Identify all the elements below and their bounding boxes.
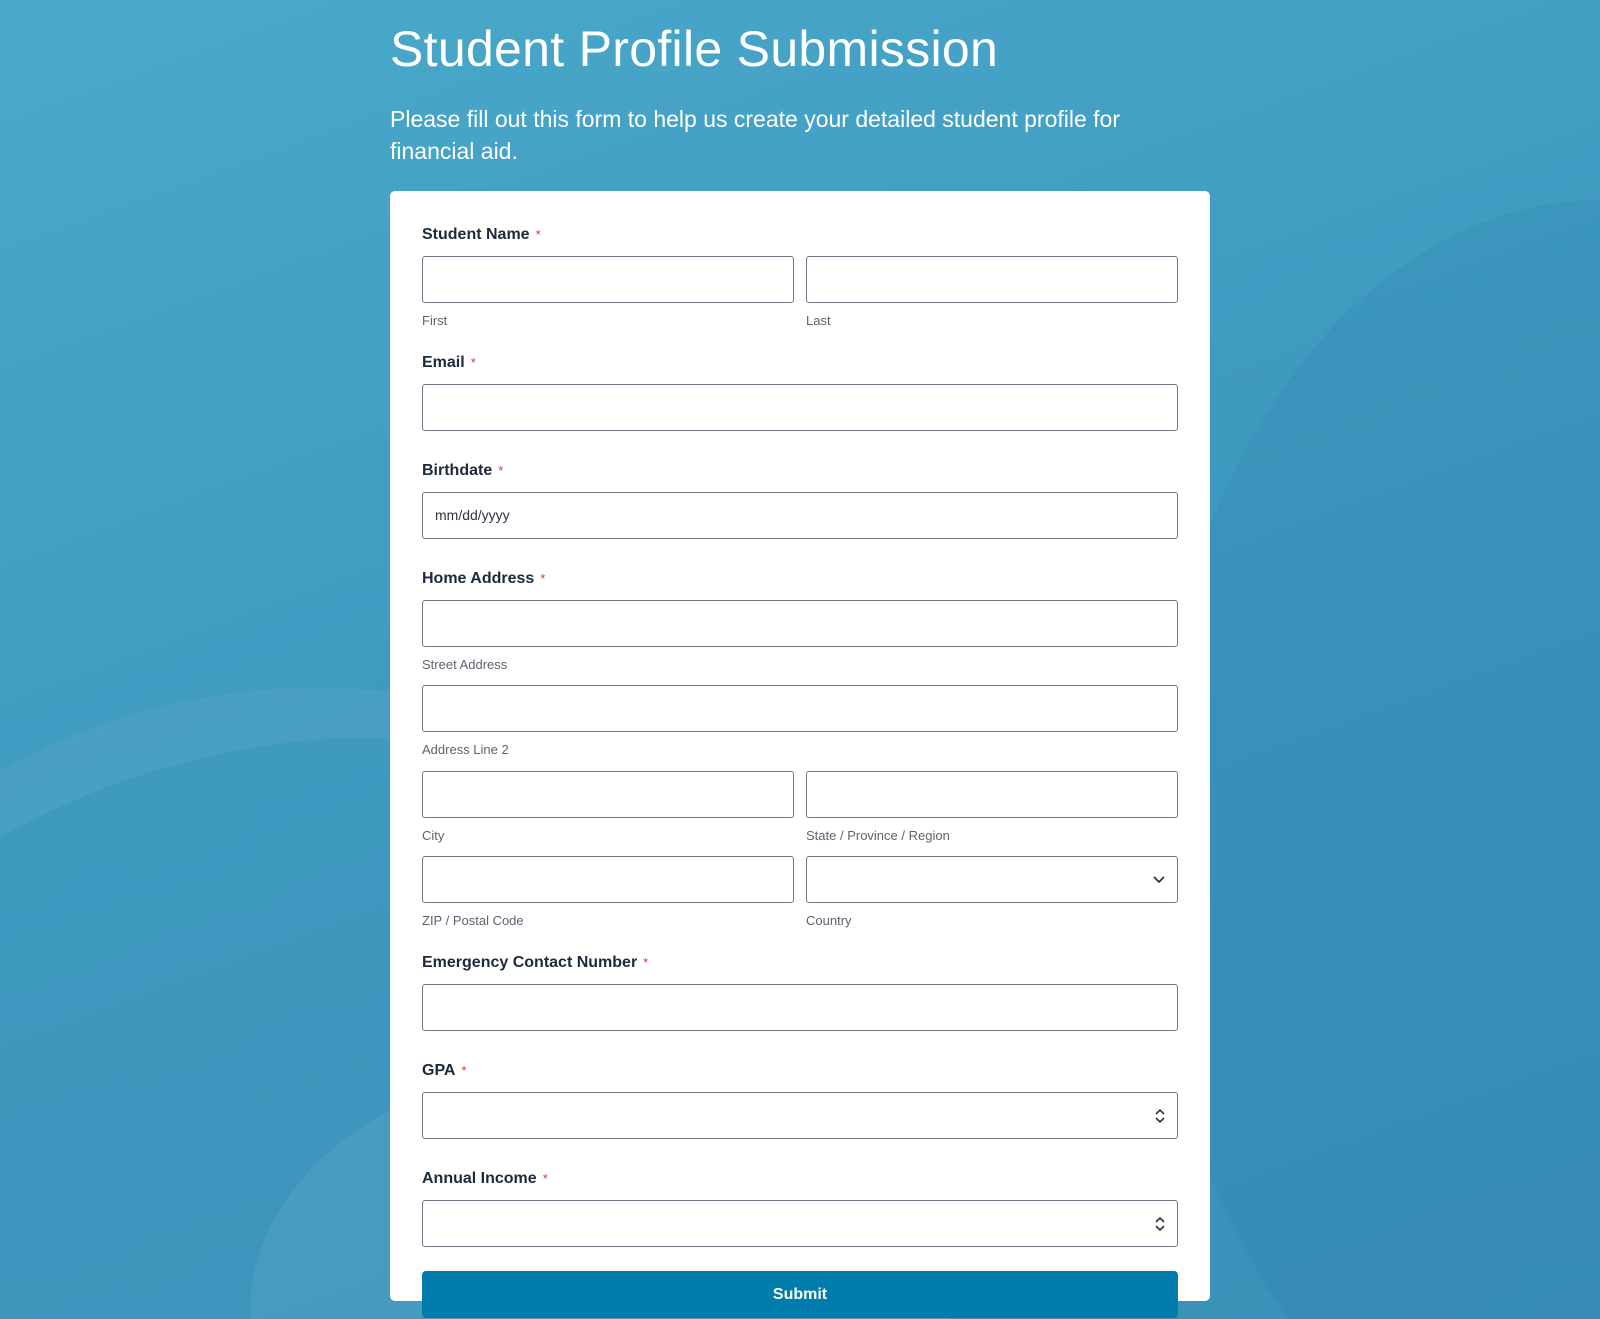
gpa-label-text: GPA bbox=[422, 1062, 456, 1079]
first-name-group bbox=[422, 256, 794, 329]
emergency-contact-label-text: Emergency Contact Number bbox=[422, 954, 638, 971]
spinner-arrows-icon[interactable] bbox=[1155, 1215, 1165, 1233]
email-label-text: Email bbox=[422, 354, 465, 371]
gpa-label bbox=[422, 1061, 1178, 1081]
form-container bbox=[390, 0, 1210, 1303]
student-name-label-text: Student Name bbox=[422, 226, 530, 243]
state-input[interactable] bbox=[806, 771, 1178, 818]
home-address-label bbox=[422, 569, 1178, 589]
background-shape bbox=[1150, 200, 1600, 1319]
street-address-sublabel: Street Address bbox=[422, 657, 508, 672]
required-mark: * bbox=[542, 1171, 548, 1186]
annual-income-number-input[interactable] bbox=[422, 1200, 1178, 1247]
state-sublabel: State / Province / Region bbox=[806, 828, 950, 843]
page-title: Student Profile Submission bbox=[390, 21, 999, 77]
address-line2-sublabel: Address Line 2 bbox=[422, 742, 509, 757]
last-name-sublabel: Last bbox=[806, 313, 831, 328]
zip-group bbox=[422, 856, 794, 929]
required-mark: * bbox=[540, 571, 546, 586]
birthdate-label bbox=[422, 461, 1178, 481]
required-mark: * bbox=[498, 463, 504, 478]
student-name-label bbox=[422, 225, 1178, 245]
first-name-input[interactable] bbox=[422, 256, 794, 303]
last-name-input[interactable] bbox=[806, 256, 1178, 303]
birthdate-placeholder: mm/dd/yyyy bbox=[435, 507, 510, 523]
email-input[interactable] bbox=[422, 384, 1178, 431]
email-label bbox=[422, 353, 1178, 373]
city-state-row bbox=[422, 771, 1178, 844]
form-card bbox=[390, 191, 1210, 1301]
city-sublabel: City bbox=[422, 828, 445, 843]
first-name-sublabel: First bbox=[422, 313, 448, 328]
spinner-arrows-icon[interactable] bbox=[1155, 1107, 1165, 1125]
country-select[interactable] bbox=[806, 856, 1178, 903]
country-sublabel: Country bbox=[806, 913, 852, 928]
birthdate-input[interactable] bbox=[422, 492, 1178, 539]
annual-income-label bbox=[422, 1169, 1178, 1189]
zip-input[interactable] bbox=[422, 856, 794, 903]
address-line2-input[interactable] bbox=[422, 685, 1178, 732]
annual-income-label-text: Annual Income bbox=[422, 1170, 537, 1187]
emergency-contact-label bbox=[422, 953, 1178, 973]
chevron-down-icon bbox=[1153, 876, 1165, 884]
country-group bbox=[806, 856, 1178, 929]
zip-sublabel: ZIP / Postal Code bbox=[422, 913, 524, 928]
student-name-row bbox=[422, 256, 1178, 329]
birthdate-label-text: Birthdate bbox=[422, 462, 493, 479]
home-address-label-text: Home Address bbox=[422, 570, 535, 587]
street-address-input[interactable] bbox=[422, 600, 1178, 647]
city-input[interactable] bbox=[422, 771, 794, 818]
submit-button[interactable]: Submit bbox=[422, 1271, 1178, 1318]
required-mark: * bbox=[470, 355, 476, 370]
last-name-group bbox=[806, 256, 1178, 329]
city-group bbox=[422, 771, 794, 844]
required-mark: * bbox=[461, 1063, 467, 1078]
zip-country-row bbox=[422, 856, 1178, 929]
gpa-number-input[interactable] bbox=[422, 1092, 1178, 1139]
required-mark: * bbox=[535, 227, 541, 242]
page-subtitle: Please fill out this form to help us create your detailed student profile for financial aid. bbox=[390, 106, 1121, 164]
emergency-contact-input[interactable] bbox=[422, 984, 1178, 1031]
required-mark: * bbox=[643, 955, 649, 970]
state-group bbox=[806, 771, 1178, 844]
